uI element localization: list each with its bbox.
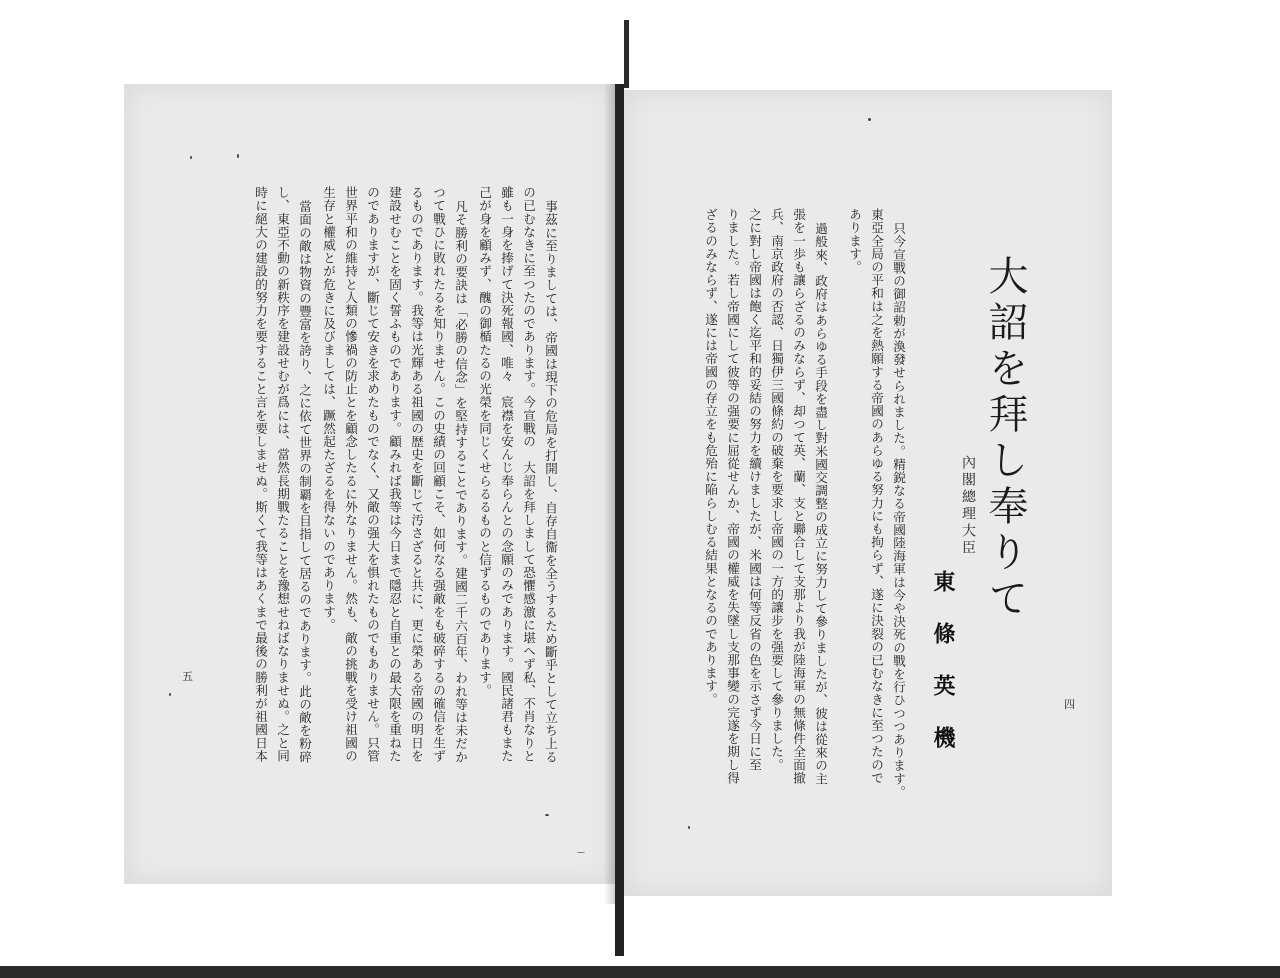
scan-speck — [577, 852, 585, 853]
page-title: 大詔を拜し奉りて — [982, 255, 1028, 623]
right-column-6: 兵、南京政府の否認、日獨伊三國條約の破棄を要求し帝國の一方的讓步を强要して參りました。 — [769, 208, 784, 772]
left-column-4: 己が身を顧みず、醜の御楯たるの光榮を同じくせらるるものと信ずるものであります。 — [477, 186, 492, 697]
left-column-1: 事茲に至りましては、帝國は現下の危局を打開し、自存自衞を全うするため斷乎として立ち上る — [543, 200, 558, 764]
right-column-9: ざるのみならず、遂には帝國の存立をも危殆に陥らしむる結果となるのであります。 — [703, 208, 718, 706]
scan-bottom-edge — [0, 966, 1280, 978]
left-page-number: 五 — [182, 670, 193, 683]
left-column-9: のでありますが、斷じて安きを求めたものでなく、又敵の强大を惧れたものでもありません。只管 — [365, 186, 380, 763]
book-spine-top — [624, 20, 629, 88]
right-column-7: 之に對し帝國は飽く迄平和的妥結の努力を續けましたが、米國は何等反省の色を示さず今日に至 — [747, 208, 762, 772]
scan-speck — [545, 814, 549, 816]
left-column-11: 生存と權威とが危きに及びましては、蹶然起たざるを得ないのであります。 — [321, 186, 336, 632]
scan-speck — [169, 693, 171, 696]
left-column-6: つて戰ひに敗れたるを知りません。この史績の回顧こそ、如何なる强敵をも破碎するの確信を生ず — [431, 186, 446, 763]
right-column-1: 只今宣戰の御詔勅が渙發せられました。精鋭なる帝國陸海軍は今や決死の戰を行ひつつあります。 — [891, 222, 906, 799]
right-column-5: 張を一歩も讓らざるのみならず、却つて英、蘭、支と聯合して支那より我が陸海軍の無條件全面撤 — [791, 208, 806, 785]
left-column-8: 建設せむことを固く誓ふものであります。顧みれば我等は今日まで隱忍と自重との最大限を重ねた — [387, 186, 402, 763]
scan-speck — [868, 118, 871, 121]
left-column-2: の已むなきに至つたのであります。今宣戰の 大詔を拜しまして恐懼感激に堪へず私、不肖なりと — [521, 186, 536, 763]
scan-speck — [237, 154, 239, 158]
left-column-5: 凡そ勝利の要訣は「必勝の信念」を堅持することであります。建國二千六百年、われ等は未だか — [453, 200, 468, 764]
scan-speck — [190, 156, 192, 159]
left-column-3: 雖も一身を捧げて決死報國、唯々 宸襟を安んじ奉らんとの念願のみであります。國民諸君もまた — [499, 186, 514, 763]
right-column-8: りました。若し帝國にして彼等の强要に屈從せんか、帝國の權威を失墜し支那事變の完遂を期し得 — [725, 208, 740, 785]
left-column-7: るものであります。我等は光輝ある祖國の歴史を斷じて汚さざると共に、更に榮ある帝國の明日を — [409, 186, 424, 763]
left-column-14: 時に絕大の建設的努力を要すること言を要しませぬ。斯くて我等はあくまで最後の勝利が祖國日本 — [253, 186, 268, 763]
right-page-number: 四 — [1064, 698, 1075, 711]
scan-speck — [688, 826, 690, 829]
book-spine — [615, 84, 624, 956]
right-column-3: あります。 — [847, 208, 862, 274]
left-column-12: 當面の敵は物資の豐富を誇り、之に依て世界の制覇を目指して居るのであります。此の敵を粉碎 — [297, 200, 312, 764]
right-column-4: 過般來、政府はあらゆる手段を盡し對米國交調整の成立に努力して參りましたが、彼は從來の主 — [813, 222, 828, 786]
author-office: 內閣總理大臣 — [960, 455, 976, 557]
left-column-10: 世界平和の維持と人類の慘禍の防止とを顧念したるに外なりません。然も、敵の挑戰を受け祖國の — [343, 186, 358, 763]
author-name: 東條英機 — [930, 570, 956, 778]
gutter-shadow — [604, 84, 615, 904]
right-column-2: 東亞全局の平和は之を熱願する帝國のあらゆる努力にも拘らず、遂に決裂の已むなきに至つたので — [869, 208, 884, 785]
left-column-13: し、東亞不動の新秩序を建設せむが爲には、當然長期戰たることを豫想せねばなりませぬ。之と同 — [275, 186, 290, 763]
